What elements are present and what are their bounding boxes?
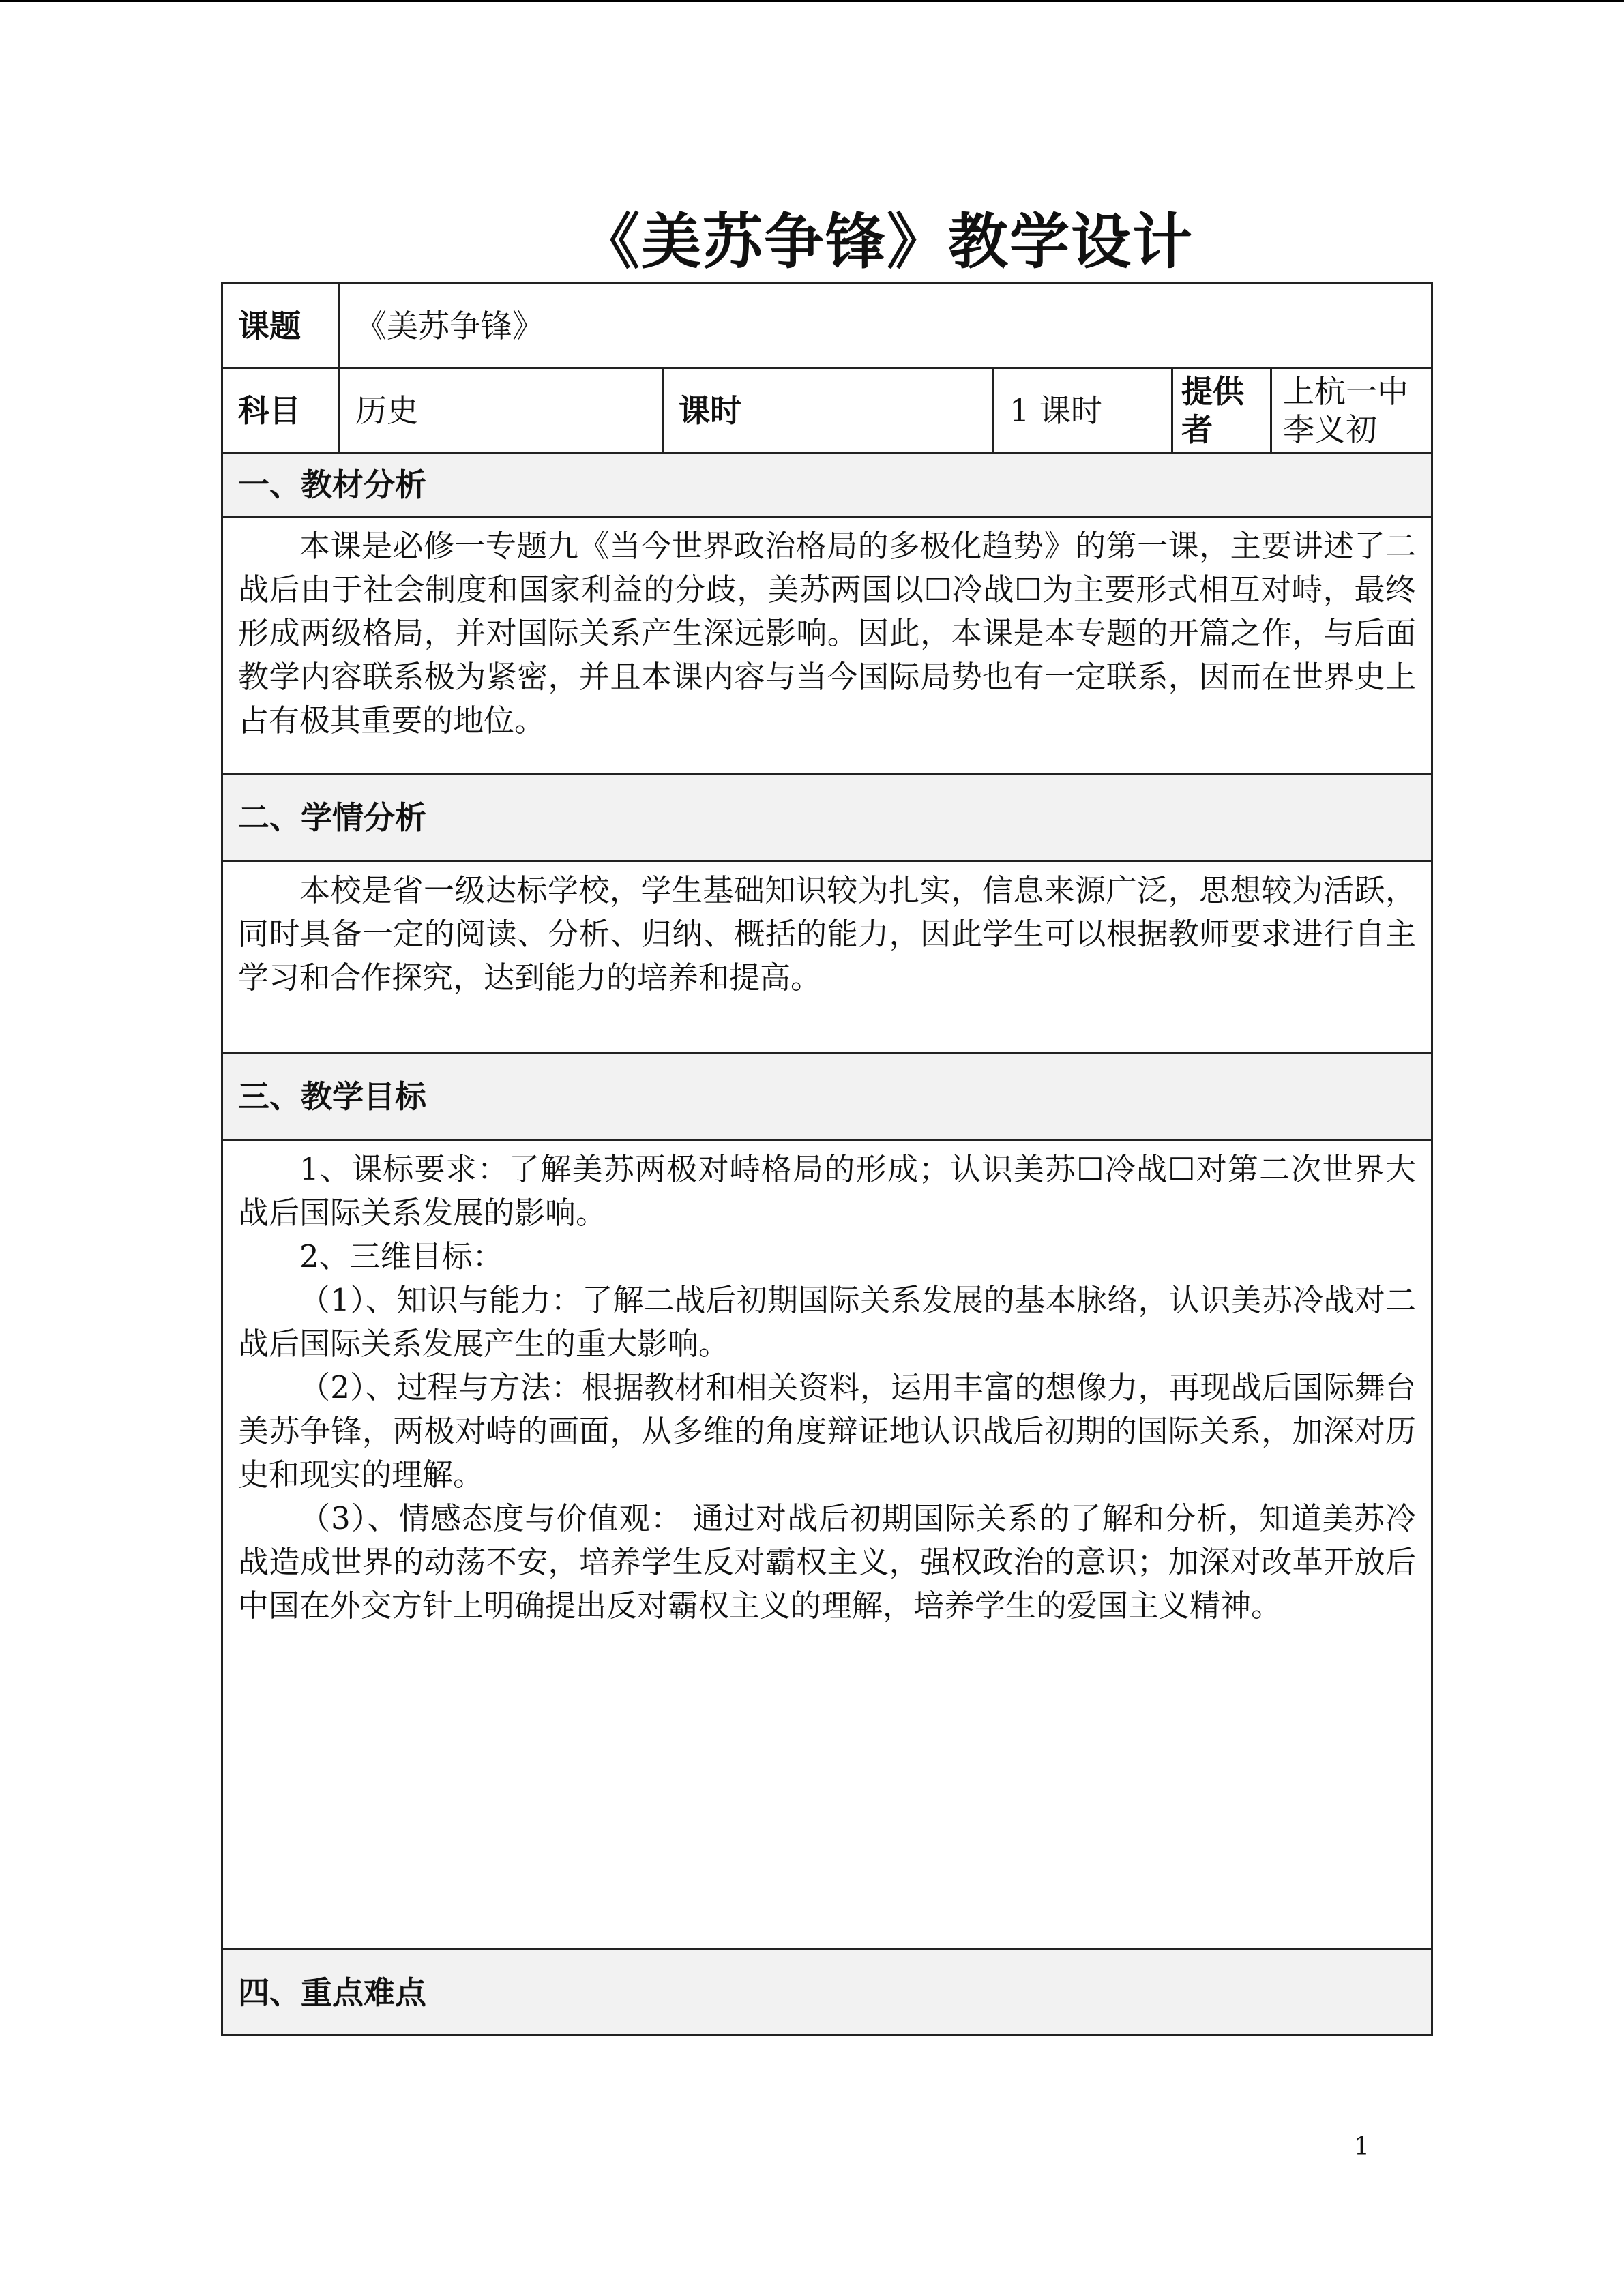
- subject-label: 科目: [222, 368, 340, 453]
- topic-value: 《美苏争锋》: [340, 284, 1432, 368]
- goal-curriculum-requirement: 1、课标要求：了解美苏两极对峙格局的形成；认识美苏☐冷战☐对第二次世界大战后国际关系发展的影响。: [238, 1151, 1417, 1231]
- provider-teacher: 李义初: [1283, 411, 1377, 448]
- hours-label: 课时: [663, 368, 994, 453]
- section-3-body-row: [222, 1140, 1432, 1950]
- provider-value: [1271, 368, 1432, 453]
- section-heading-student-analysis: 二、学情分析: [222, 775, 1432, 861]
- provider-label-line2: 者: [1181, 411, 1213, 448]
- page-number: 1: [1354, 2133, 1370, 2161]
- goal-emotion-values: （3）、情感态度与价值观： 通过对战后初期国际关系的了解和分析，知道美苏冷战造成世界的动荡不安，培养学生反对霸权主义，强权政治的意识；加深对改革开放后中国在外交方针上明确提出反对霸权主义的理解，培养学生的爱国主义精神。: [238, 1500, 1417, 1624]
- section-1-body-row: [222, 517, 1432, 775]
- section-2-header-row: [222, 775, 1432, 861]
- section-body-teaching-goals: [222, 1140, 1432, 1950]
- section-body-student-analysis: [222, 861, 1432, 1054]
- lesson-plan-table: [221, 282, 1433, 2036]
- section-1-header-row: [222, 453, 1432, 517]
- top-border-rule: [0, 0, 1624, 2]
- goal-process-method: （2）、过程与方法：根据教材和相关资料，运用丰富的想像力，再现战后国际舞台美苏争锋，两极对峙的画面，从多维的角度辩证地认识战后初期的国际关系，加深对历史和现实的理解。: [238, 1369, 1417, 1493]
- section-4-header-row: [222, 1950, 1432, 2036]
- topic-label: 课题: [222, 284, 340, 368]
- hours-value: 1 课时: [994, 368, 1172, 453]
- section-heading-teaching-goals: 三、教学目标: [222, 1054, 1432, 1140]
- subject-row: [222, 368, 1432, 453]
- goal-knowledge-ability: （1）、知识与能力：了解二战后初期国际关系发展的基本脉络，认识美苏冷战对二战后国际关系发展产生的重大影响。: [238, 1282, 1417, 1362]
- section-3-header-row: [222, 1054, 1432, 1140]
- provider-label-line1: 提供: [1181, 373, 1244, 410]
- section-2-body-row: [222, 861, 1432, 1054]
- subject-value: 历史: [340, 368, 663, 453]
- topic-row: [222, 284, 1432, 368]
- section-body-textbook-analysis: [222, 517, 1432, 775]
- goal-three-dimensions: 2、三维目标：: [299, 1238, 503, 1274]
- section-heading-textbook-analysis: 一、教材分析: [222, 453, 1432, 517]
- provider-school: 上杭一中: [1283, 373, 1408, 410]
- textbook-analysis-paragraph: 本课是必修一专题九《当今世界政治格局的多极化趋势》的第一课，主要讲述了二战后由于社会制度和国家利益的分歧，美苏两国以☐冷战☐为主要形式相互对峙，最终形成两级格局，并对国际关系产生深远影响。因此，本课是本专题的开篇之作，与后面教学内容联系极为紧密，并且本课内容与当今国际局势也有一定联系，因而在世界史上占有极其重要的地位。: [238, 528, 1417, 739]
- section-heading-key-difficulties: 四、重点难点: [222, 1950, 1432, 2036]
- student-analysis-paragraph: 本校是省一级达标学校，学生基础知识较为扎实，信息来源广泛，思想较为活跃，同时具备一定的阅读、分析、归纳、概括的能力，因此学生可以根据教师要求进行自主学习和合作探究，达到能力的培养和提高。: [238, 872, 1417, 996]
- document-title: 《美苏争锋》教学设计: [579, 207, 1194, 277]
- provider-label: [1172, 368, 1271, 453]
